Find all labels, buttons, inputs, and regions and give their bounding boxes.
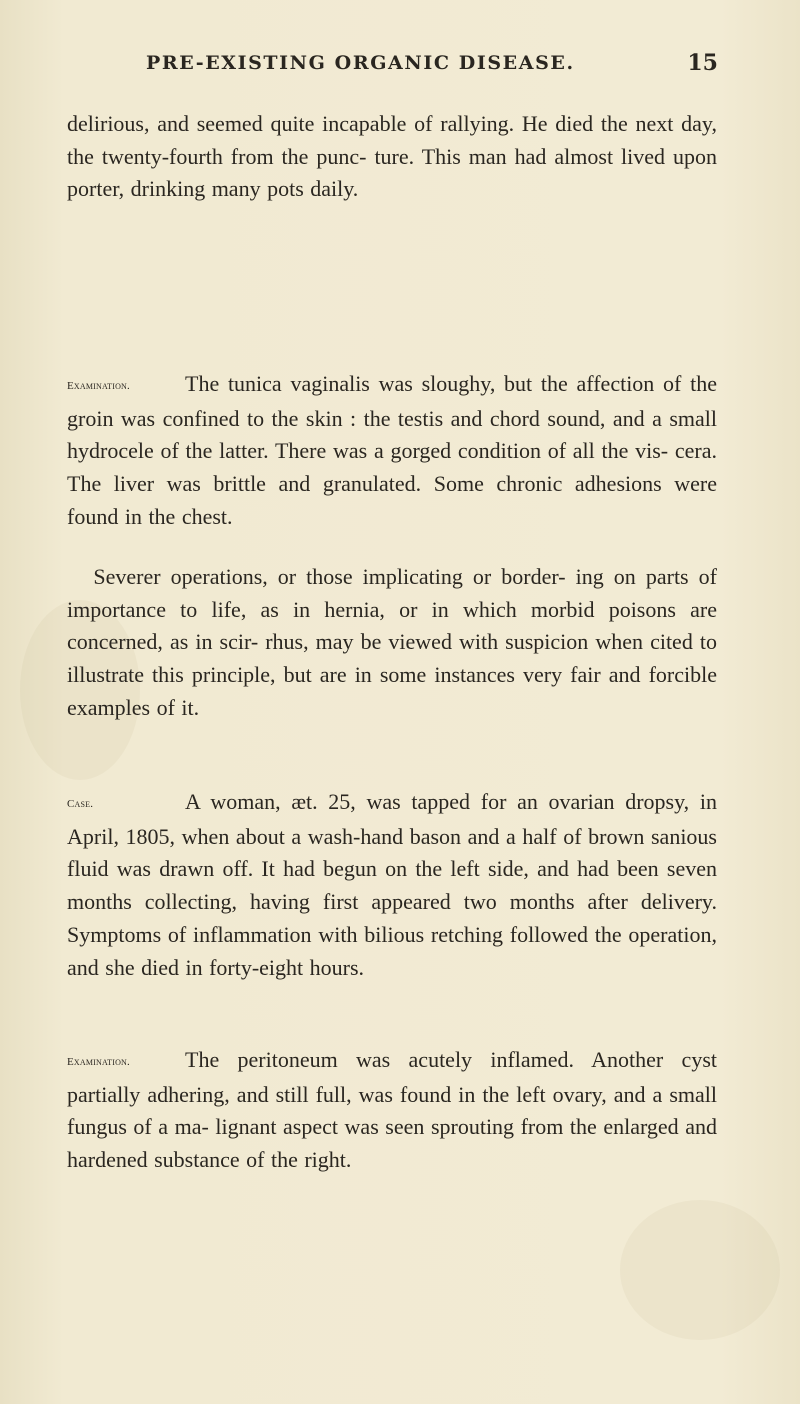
paragraph-text: A woman, æt. 25, was tapped for an ovarian dropsy, in April, 1805, when about a wash-hand bason and a half of brown sanious fluid was drawn off. It had begun on the left side, and had been seven months collecting, having first appeared two months after delivery. Symptoms of inflammation with bilious retching followed the operation, and she died in forty-eight hours. xyxy=(67,789,717,980)
paper-stain xyxy=(620,1200,780,1340)
paragraph-text: Severer operations, or those implicating or border- ing on parts of importance to life, as in hernia, or in which morbid poisons are concerned, as in scir- rhus, may be viewed with suspicion when cited to illustrate this principle, but are in some instances very fair and forcible examples of it. xyxy=(67,564,717,720)
sidenote-examination: Examination. xyxy=(67,380,130,392)
paragraph-case xyxy=(67,786,717,984)
paragraph-examination-1 xyxy=(67,368,717,534)
page-number: 15 xyxy=(687,50,718,76)
paragraph-severer-operations xyxy=(67,561,717,725)
paragraph-text: The peritoneum was acutely inflamed. Another cyst partially adhering, and still full, was found in the left ovary, and a small fungus of a ma- lignant aspect was seen sprouting from the enlarged and hardened substance of the right. xyxy=(67,1047,717,1173)
paragraph-text: The tunica vaginalis was sloughy, but the affection of the groin was confined to the skin : the testis and chord sound, and a small hydrocele of the latter. There was a gorged condition of all the vis- cera. The liver was brittle and granulated. Some chronic adhesions were found in the chest. xyxy=(67,371,717,529)
paragraph-examination-2 xyxy=(67,1044,717,1177)
running-head xyxy=(146,52,718,82)
sidenote-case: Case. xyxy=(67,798,94,810)
paragraph-text: delirious, and seemed quite incapable of rallying. He died the next day, the twenty-fourth from the punc- ture. This man had almost lived upon porter, drinking many pots daily. xyxy=(67,111,717,202)
sidenote-examination: Examination. xyxy=(67,1056,130,1068)
running-head-title: PRE-EXISTING ORGANIC DISEASE. xyxy=(146,52,575,74)
paragraph-continuation xyxy=(67,108,717,206)
